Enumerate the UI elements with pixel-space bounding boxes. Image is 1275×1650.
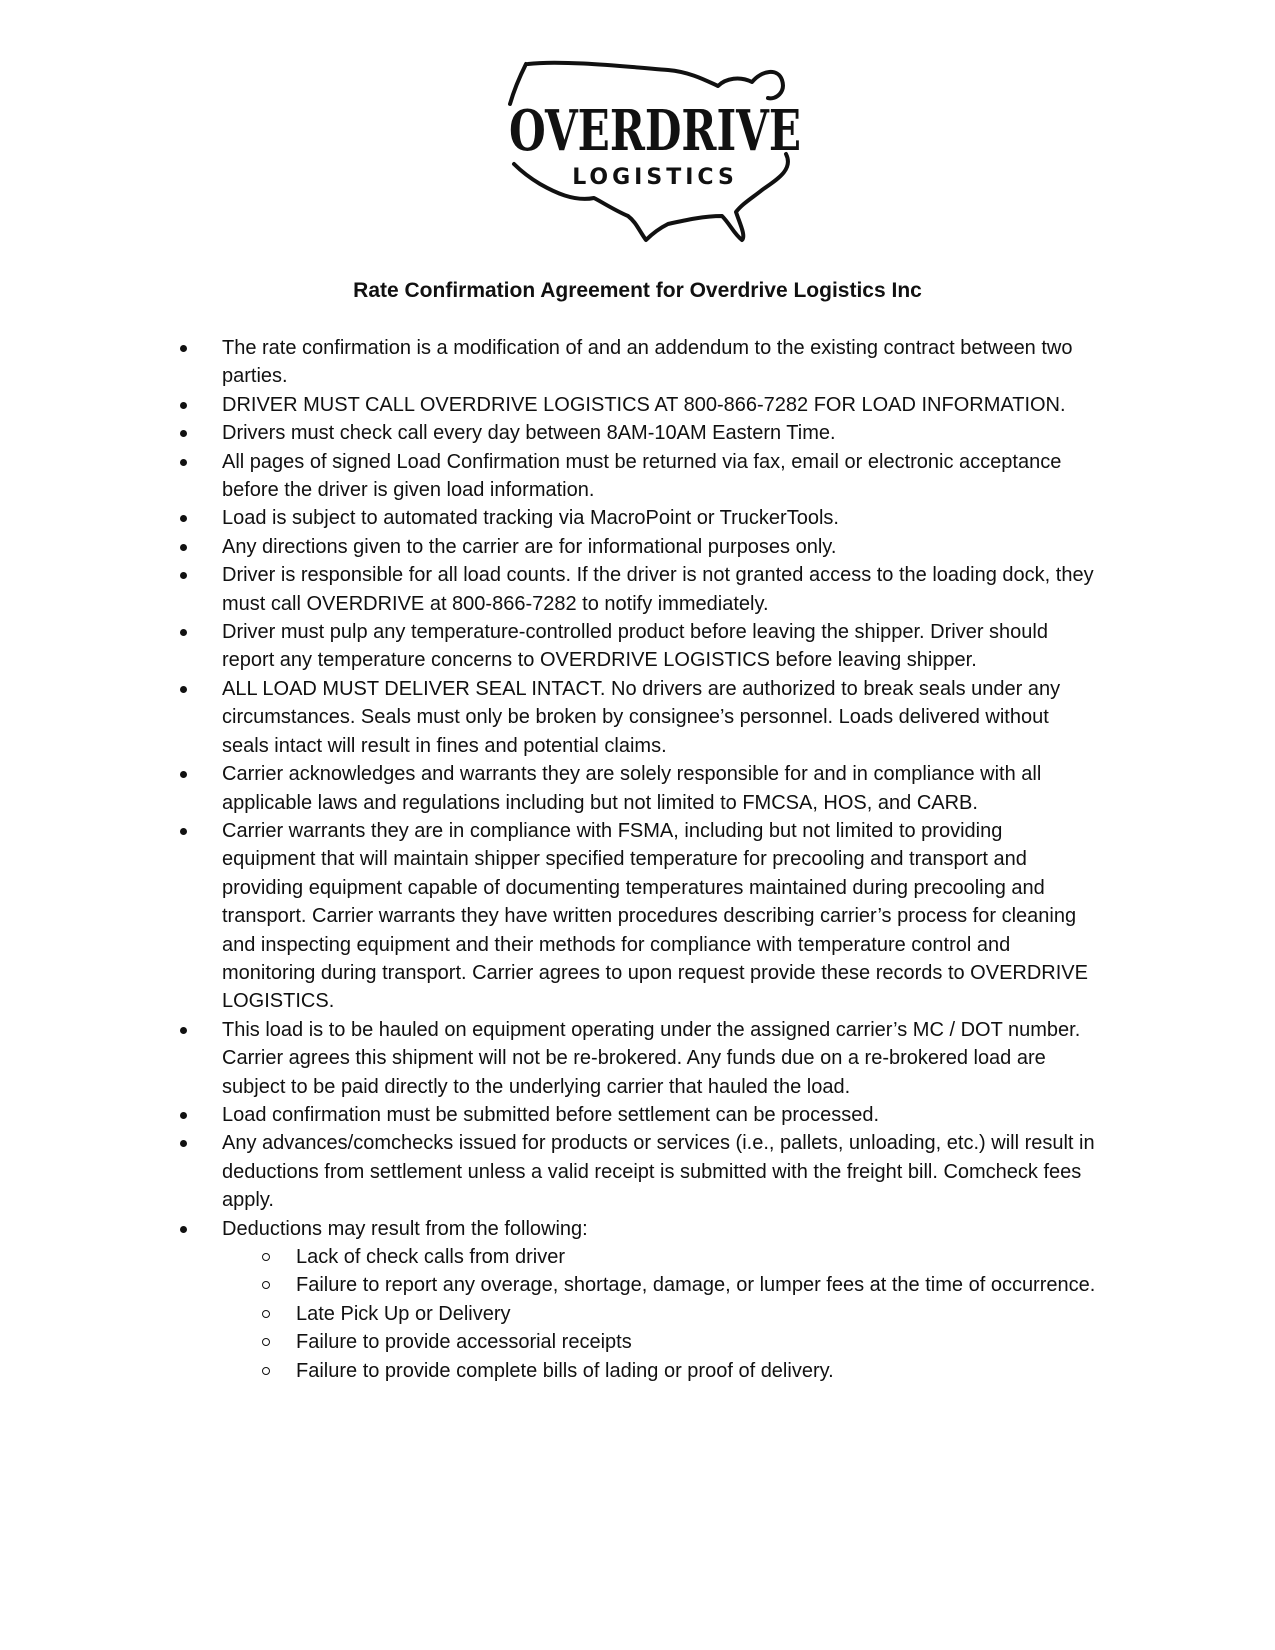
bullet-icon: [180, 1140, 187, 1147]
deduction-text: Failure to report any overage, shortage, damage, or lumper fees at the time of occurrence.: [296, 1274, 1096, 1297]
term-item: [176, 533, 1096, 561]
term-text: Deductions may result from the following:: [222, 1217, 588, 1240]
deduction-item: [222, 1300, 1096, 1328]
company-logo: [490, 52, 820, 252]
term-text: This load is to be hauled on equipment operating under the assigned carrier’s MC / DOT number. Carrier agrees this shipment will not be re-brokered. Any funds due on a re-brokered load are subject to be paid directly to the underlying carrier that hauled the load.: [222, 1018, 1081, 1098]
bullet-icon: [180, 771, 187, 778]
bullet-icon: [180, 430, 187, 437]
term-item: [176, 391, 1096, 419]
bullet-icon: [180, 1112, 187, 1119]
deduction-text: Lack of check calls from driver: [296, 1246, 565, 1268]
bullet-icon: [180, 686, 187, 693]
term-item: [176, 817, 1096, 1016]
bullet-icon: [180, 402, 187, 409]
term-item: [176, 561, 1096, 618]
deduction-text: Late Pick Up or Delivery: [296, 1302, 511, 1325]
term-item: [176, 419, 1096, 447]
hollow-bullet-icon: [262, 1367, 270, 1375]
term-text: All pages of signed Load Confirmation must be returned via fax, email or electronic acceptance before the driver is given load information.: [222, 450, 1062, 502]
deduction-text: Failure to provide complete bills of lading or proof of delivery.: [296, 1359, 834, 1382]
term-item: [176, 1101, 1096, 1129]
logo-brand-text: OVERDRIVE: [509, 98, 801, 164]
term-item: [176, 675, 1096, 760]
deduction-item: [222, 1357, 1096, 1385]
term-item: [176, 334, 1096, 391]
term-item-deductions: [176, 1215, 1096, 1385]
deduction-text: Failure to provide accessorial receipts: [296, 1331, 632, 1354]
deduction-item: [222, 1271, 1096, 1299]
bullet-icon: [180, 572, 187, 579]
deductions-list: [222, 1243, 1096, 1385]
term-item: [176, 618, 1096, 675]
bullet-icon: [180, 828, 187, 835]
term-text: Any directions given to the carrier are for informational purposes only.: [222, 535, 837, 558]
term-item: [176, 448, 1096, 505]
term-text: Driver must pulp any temperature-controlled product before leaving the shipper. Driver should report any temperature concerns to OVERDRIVE LOGISTICS before leaving shipper.: [222, 621, 1048, 672]
term-text: Any advances/comchecks issued for products or services (i.e., pallets, unloading, etc.) will result in deductions from settlement unless a valid receipt is submitted with the freight bill. Comcheck fees apply.: [222, 1132, 1095, 1212]
term-item: [176, 760, 1096, 817]
deduction-item: [222, 1243, 1096, 1271]
terms-list: [176, 334, 1096, 1385]
bullet-icon: [180, 629, 187, 636]
term-text: Carrier acknowledges and warrants they are solely responsible for and in compliance with all applicable laws and regulations including but not limited to FMCSA, HOS, and CARB.: [222, 763, 1042, 814]
logo-sub-text: LOGISTICS: [572, 165, 738, 190]
bullet-icon: [180, 544, 187, 551]
term-text: Load confirmation must be submitted before settlement can be processed.: [222, 1103, 880, 1126]
term-text: Driver is responsible for all load counts. If the driver is not granted access to the loading dock, they must call OVERDRIVE at 800-866-7282 to notify immediately.: [222, 564, 1094, 615]
deduction-item: [222, 1328, 1096, 1356]
term-text: Load is subject to automated tracking via MacroPoint or TruckerTools.: [222, 507, 839, 530]
term-text: ALL LOAD MUST DELIVER SEAL INTACT. No drivers are authorized to break seals under any circumstances. Seals must only be broken by consignee’s personnel. Loads delivered without seals intact will result in fines and potential claims.: [222, 677, 1061, 757]
bullet-icon: [180, 515, 187, 522]
term-text: The rate confirmation is a modification of and an addendum to the existing contract between two parties.: [222, 337, 1073, 388]
bullet-icon: [180, 1027, 187, 1034]
term-text: DRIVER MUST CALL OVERDRIVE LOGISTICS AT 800-866-7282 FOR LOAD INFORMATION.: [222, 393, 1066, 416]
term-item: [176, 504, 1096, 532]
usa-map-outline-icon: [490, 52, 820, 252]
term-item: [176, 1129, 1096, 1214]
bullet-icon: [180, 345, 187, 352]
document-title: Rate Confirmation Agreement for Overdrive Logistics Inc: [353, 279, 922, 302]
hollow-bullet-icon: [262, 1338, 270, 1346]
term-item: [176, 1016, 1096, 1101]
bullet-icon: [180, 1226, 187, 1233]
bullet-icon: [180, 459, 187, 466]
term-text: Drivers must check call every day between 8AM-10AM Eastern Time.: [222, 422, 836, 445]
hollow-bullet-icon: [262, 1310, 270, 1318]
hollow-bullet-icon: [262, 1281, 270, 1289]
term-text: Carrier warrants they are in compliance with FSMA, including but not limited to providing equipment that will maintain shipper specified temperature for precooling and transport and providing equipment capable of documenting temperatures maintained during precooling and transport. Carrier warrants they have written procedures describing carrier’s process for cleaning and inspecting equipment and their methods for compliance with temperature control and monitoring during transport. Carrier agrees to upon request provide these records to OVERDRIVE LOGISTICS.: [222, 819, 1088, 1013]
hollow-bullet-icon: [262, 1253, 270, 1261]
